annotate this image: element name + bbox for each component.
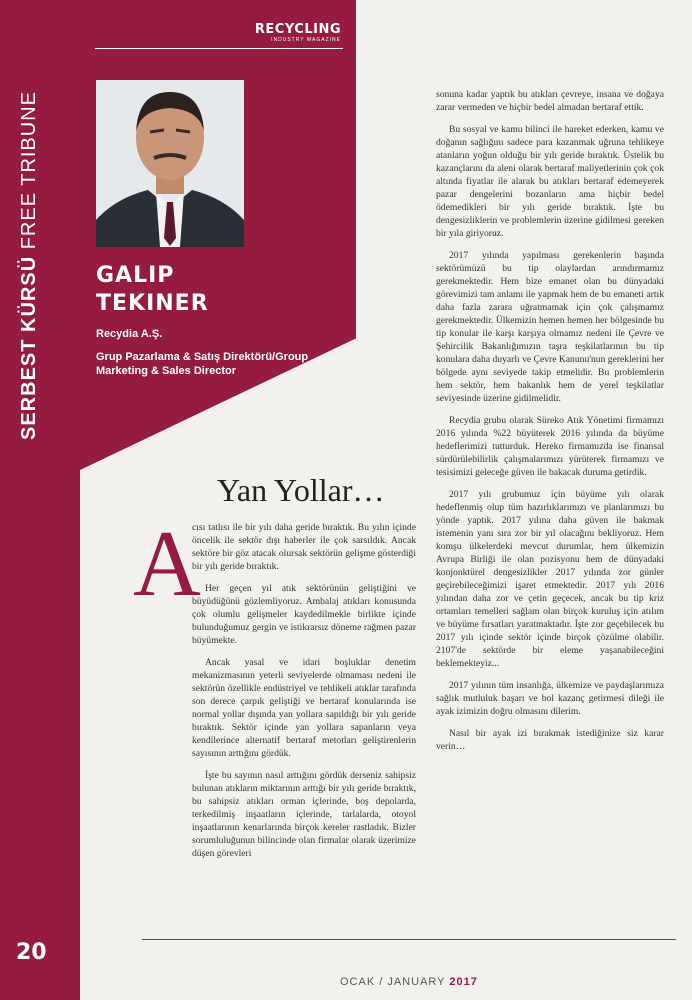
author-block (96, 262, 346, 378)
magazine-title: RECYCLING (254, 22, 341, 37)
author-role: Grup Pazarlama & Satış Direktörü/Group Marketing & Sales Director (96, 351, 309, 377)
paragraph: 2017 yılı grubumuz için büyüme yılı olarak hedeflenmiş olup tüm hazırlıklarımızı ve planlarımızı bu yönde yaptık. 2017 yılına daha güven ile bakmak istemenin yanı sıra zor bir yıl olacağını bekliyoruz. Hem komşu ülkelerdeki mevcut durumlar, hem ülkemizin Avrupa Birliği ile olan pozisyonu hem de dünyadaki konjonktürel dengesizlikler 2017 yılında zor günler geçirebileceğimizi işaret etmektedir. 2017 yılı 2016 yılından daha zor ve çetin geçecek, ancak bu tip kriz ortamları temelleri sağlam olan birçok kuruluş için atılım ve büyüme fırsatları yaratmaktadır. İşte zor geçebilecek bu 2017 yılı içinde sektör içinde birçok çözülme olabilir. 2107'de sektörde bir eleme yaşanabileceğini beklemekteyiz... (436, 489, 664, 669)
author-company: Recydia A.Ş. (96, 328, 163, 340)
paragraph: Recydia grubu olarak Süreko Atık Yönetimi firmamızı 2016 yılında %22 büyüterek 2016 yılında da büyüme hedeflerimizi tutturduk. Hereko firmamızda ise finansal sürdürülebilirlik çalışmalarımızı yürüterek firmamızı ve tesisimizi geleceğe güven ile bakacak duruma getirdik. (436, 415, 664, 478)
magazine-logo (95, 22, 341, 43)
paragraph: Nasıl bir ayak izi bırakmak istediğinize siz karar verin… (436, 728, 664, 752)
header-rule (95, 48, 343, 49)
paragraph: sonuna kadar yaptık bu atıkları çevreye, insana ve doğaya zarar vermeden ve hiçbir bedel almadan bertaraf ettik. (436, 89, 664, 113)
article-title: Yan Yollar… (217, 472, 385, 508)
magazine-subtitle: INDUSTRY MAGAZINE (271, 37, 341, 43)
author-first-name: GALIP (96, 263, 175, 288)
right-column (436, 88, 664, 762)
footer-month: OCAK / JANUARY (340, 976, 446, 988)
paragraph: 2017 yılının tüm insanlığa, ülkemize ve paydaşlarımıza sağlık mutluluk başarı ve bol kazanç getirmesi dileği ile ayak izimizin doğru olmasını dilerim. (436, 680, 664, 717)
paragraph: Her geçen yıl atık sektörünün geliştiğini ve büyüdüğünü gözlemliyoruz. Ambalaj atıkları konusunda çok olumlu gelişmeler kaydedilmekle birlikte içinde bulunduğumuz gergin ve istikrarsız döneme rağmen pazar büyümekte. (192, 583, 416, 646)
section-label (12, 40, 46, 440)
paragraph: cısı tatlısı ile bir yılı daha geride bıraktık. Bu yılın içinde öncelik ile sektör dışı haberler ile çok sarsıldık. Ancak sektöre bir göz atacak olursak sektörün gelişme gösterdiği bir yılı geride bıraktık. (192, 522, 416, 572)
footer-year: 2017 (449, 976, 478, 988)
left-column (192, 521, 416, 869)
page-number: 20 (16, 940, 47, 965)
author-photo (96, 80, 244, 247)
section-label-bold: SERBEST KÜRSÜ (18, 255, 40, 440)
section-label-light: FREE TRIBUNE (18, 90, 40, 250)
paragraph: Ancak yasal ve idari boşluklar denetim mekanizmasının yeterli seviyelerde olmaması nedeni ile sektörün özellikle endüstriyel ve tehlikeli atıklar tarafında son derece çarpık geliştiği ve bertaraf konularında ise normal yollar dışında yan yollara sapıldığı bir yılı geride bıraktık. Sektör içinde yan yollara sapanların veya kendilerince alternatif bertaraf metotları geliştirenlerin sayısının arttığını gördük. (192, 657, 416, 759)
footer-rule (142, 939, 676, 940)
section-tag (12, 40, 46, 440)
paragraph: Bu sosyal ve kamu bilinci ile hareket ederken, kamu ve doğanın sağlığını sadece para kazanmak uğruna tehlikeye atanların yoğun olduğu bir yılı geride bıraktık. Üstelik bu kazançlarını da aleni olarak bertaraf maliyetlerinin çok çok altında fiyatlar ile alarak bu atıkları bertaraf edemeyerek pazar dengelerini bozanların ama hiçbir bedel ödemedikleri bir yılı geride bıraktık. İşte bu dengesizliklerin ve problemlerin üzerine gidilmesi gereken bir yıla giriyoruz. (436, 124, 664, 239)
footer-date (340, 976, 478, 988)
author-last-name: TEKINER (96, 291, 209, 316)
paragraph: 2017 yılında yapılması gerekenlerin başında sektörümüzü bu tip olaylardan arındırmamız gerekmektedir. Hem bize emanet olan bu dünyadaki görevimizi tam anlamı ile yapmak hem de bu emaneti artık daha fazla zarara uğratmamak için çok çalışmamız gerekmektedir. Ülkemizin hemen hemen her bölgesinde bu tip konular ile karşı karşıya olmamız nedeni ile Çevre ve Şehircilik Bakanlığımızın taşra teşkilatlarının bu tip konulara daha duyarlı ve Çevre Kanunu'nun gereklerini her bölgede aynı seviyede takip etmelidir. Bu problemlerin hem sektör, hem bakanlık hem de yerel teşkilatlar seviyesinde üzerine gidilmelidir. (436, 250, 664, 404)
author-portrait-icon (96, 80, 244, 247)
paragraph: İşte bu sayının nasıl arttığını gördük derseniz sahipsiz bulunan atıkların miktarının arttığı bir yılı geride bıraktık, bu sahipsiz atıkları orman içlerinde, boş depolarda, terkedilmiş inşaatların içlerinde, tarlalarda, otoyol inşaatlarının kenarlarında birçok kereler rastladık. Bizler sorumluluğunun bilincinde olan firmalar olarak üzerimize düşen görevleri (192, 770, 416, 859)
drop-cap: A (133, 512, 201, 616)
